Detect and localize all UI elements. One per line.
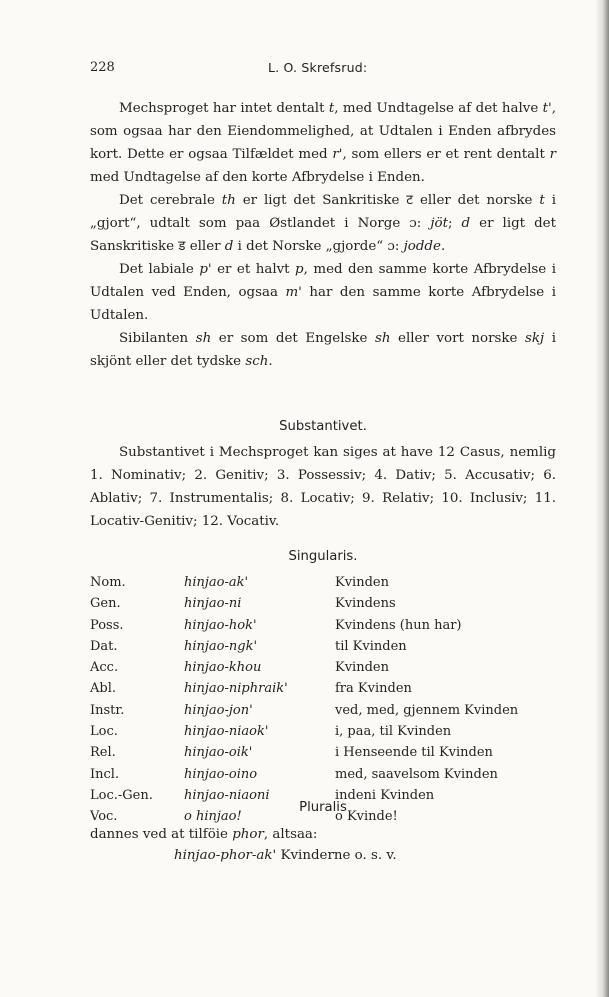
text-run: Mechsproget har intet dentalt	[119, 101, 329, 116]
case-label: Rel.	[90, 745, 116, 761]
case-form: hinjao-ak'	[184, 575, 249, 590]
case-label: Poss.	[90, 617, 124, 633]
pluralis-line-1	[90, 827, 317, 842]
case-label: Acc.	[90, 660, 119, 676]
text-run: , som ogsaa har den Eiendommelighed, at Udtalen i Enden afbrydes kort. Dette er ogsaa Tilfældet med	[90, 101, 556, 162]
text-run: Det cerebrale	[119, 193, 222, 208]
case-label: Dat.	[90, 638, 118, 654]
case-label: Incl.	[90, 766, 120, 782]
case-form: hinjao-niphraik'	[184, 681, 288, 697]
italic-term: r'	[332, 147, 343, 162]
text-run: har den samme korte Afbrydelse i Udtalen.	[90, 285, 557, 323]
italic-term: t	[539, 193, 545, 208]
case-label: Instr.	[90, 702, 125, 718]
intro-paragraph	[90, 327, 556, 373]
text-run: .	[268, 354, 273, 369]
page-number: 228	[90, 60, 115, 75]
italic-term: sch	[245, 354, 269, 369]
intro-paragraph	[90, 189, 556, 258]
declension-row	[90, 660, 560, 681]
case-form: hinjao-khou	[184, 660, 262, 676]
text-run: , med den samme korte Afbrydelse i Udtalen ved Enden, ogsaa	[90, 262, 556, 300]
pluralis-line-2	[174, 848, 397, 863]
italic-term: d	[224, 239, 234, 254]
italic-term: th	[221, 193, 236, 208]
declension-row	[90, 575, 560, 596]
declension-row	[90, 724, 560, 745]
page-edge-shadow	[595, 0, 609, 997]
case-label: Loc.-Gen.	[90, 787, 153, 803]
declension-row	[90, 703, 560, 724]
declension-row	[90, 767, 560, 788]
declension-row	[90, 639, 560, 660]
case-meaning: i Henseende til Kvinden	[335, 745, 493, 761]
case-form: hinjao-ngk'	[184, 638, 258, 654]
case-label: Nom.	[90, 575, 126, 590]
pluralis-suffix-form: phor	[232, 827, 264, 842]
case-form: hinjao-oino	[184, 766, 258, 782]
intro-paragraph	[90, 97, 556, 189]
case-meaning: til Kvinden	[335, 638, 407, 654]
text-run: Det labiale	[119, 262, 200, 277]
text-run: er ligt det Sanskritiske ड eller	[90, 216, 556, 254]
italic-term: jöt	[430, 216, 448, 231]
page-header	[90, 60, 555, 80]
pluralis-prefix: dannes ved at tilföie	[90, 827, 233, 842]
singularis-heading: Singularis.	[288, 549, 358, 564]
case-meaning: ved, med, gjennem Kvinden	[335, 702, 519, 718]
case-label: Abl.	[90, 681, 116, 697]
italic-term: t'	[542, 101, 552, 116]
case-meaning: Kvindens	[335, 596, 396, 612]
case-meaning: fra Kvinden	[335, 681, 412, 697]
text-run: Sibilanten	[119, 331, 196, 346]
text-run: er et halvt	[211, 262, 296, 277]
case-meaning: i, paa, til Kvinden	[335, 724, 452, 740]
declension-row	[90, 681, 560, 702]
intro-paragraphs	[90, 97, 556, 373]
declension-row	[90, 596, 560, 617]
text-run: i det Norske „gjorde“ ɔ:	[233, 239, 404, 254]
text-run: i skjönt eller det tydske	[90, 331, 556, 369]
text-run: eller vort norske	[390, 331, 525, 346]
case-form: hinjao-niaoni	[184, 787, 270, 803]
section-paragraph-block	[90, 441, 556, 533]
text-run: ;	[447, 216, 462, 231]
italic-term: m'	[285, 285, 302, 300]
pluralis-heading: Pluralis	[299, 800, 347, 815]
italic-term: p'	[199, 262, 212, 277]
case-label: Loc.	[90, 724, 118, 740]
declension-row	[90, 745, 560, 766]
declension-table	[90, 575, 560, 831]
italic-term: sh	[374, 331, 391, 346]
case-meaning: indeni Kvinden	[335, 787, 435, 803]
case-form: hinjao-oik'	[184, 745, 253, 761]
case-label: Gen.	[90, 596, 121, 612]
case-form: hinjao-hok'	[184, 617, 257, 633]
section-heading: Substantivet.	[279, 419, 367, 434]
running-title: L. O. Skrefsrud:	[268, 60, 368, 75]
italic-term: sh	[195, 331, 212, 346]
italic-term: t	[328, 101, 335, 116]
section-paragraph: Substantivet i Mechsproget kan siges at have 12 Casus, nemlig 1. Nominativ; 2. Genitiv; 3. Possessiv; 4. Dativ; 5. Accusativ; 6. Ablativ; 7. Instrumentalis; 8. Locativ; 9. Relativ; 10. Inclusiv; 11. Locativ-Genitiv; 12. Vocativ.	[90, 445, 556, 529]
case-form: hinjao-jon'	[184, 702, 253, 718]
case-form: hinjao-niaok'	[184, 724, 269, 740]
text-run: i „gjort“, udtalt som paa Østlandet i Norge ɔ:	[90, 193, 556, 231]
text-run: , som ellers er et rent dentalt	[342, 147, 550, 162]
declension-row	[90, 618, 560, 639]
case-meaning: Kvinden	[335, 575, 389, 590]
text-run: .	[440, 239, 446, 254]
case-meaning: o Kvinde!	[335, 809, 398, 825]
italic-term: p	[295, 262, 304, 277]
italic-term: r	[549, 147, 557, 162]
intro-paragraph	[90, 258, 556, 327]
case-form: hinjao-ni	[184, 596, 242, 612]
text-run: er ligt det Sankritiske ट eller det norske	[235, 193, 540, 208]
text-run: , med Undtagelse af det halve	[334, 101, 543, 116]
italic-term: skj	[525, 331, 545, 346]
pluralis-line1-rest: , altsaa:	[263, 827, 318, 842]
case-meaning: Kvinden	[335, 660, 389, 676]
pluralis-example-form: hinjao-phor-ak'	[174, 848, 277, 863]
case-meaning: Kvindens (hun har)	[335, 617, 462, 633]
pluralis-example-rest: Kvinderne o. s. v.	[276, 848, 397, 863]
case-label: Voc.	[90, 809, 118, 825]
italic-term: jodde	[403, 239, 441, 254]
text-run: er som det Engelske	[211, 331, 375, 346]
italic-term: d	[461, 216, 471, 231]
case-meaning: med, saavelsom Kvinden	[335, 766, 498, 782]
case-form: o hinjao!	[184, 809, 242, 825]
text-run: med Undtagelse af den korte Afbrydelse i Enden.	[90, 170, 425, 185]
